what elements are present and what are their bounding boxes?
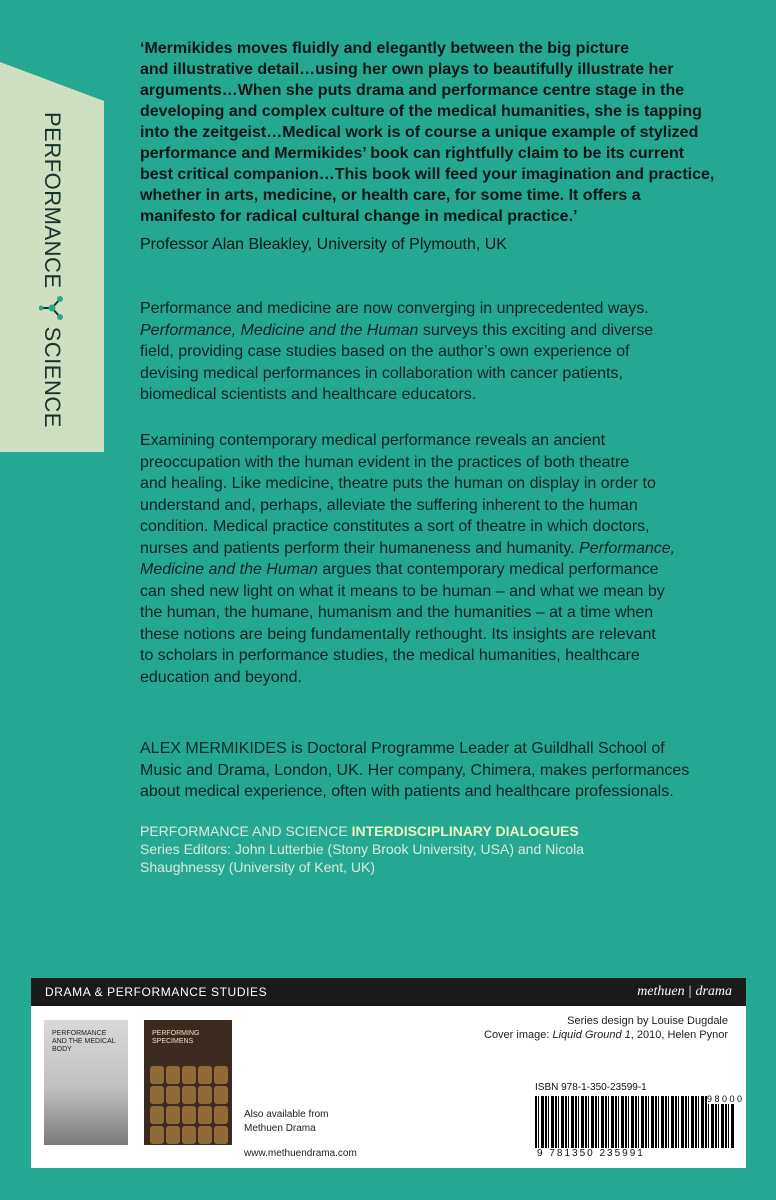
category-label: DRAMA & PERFORMANCE STUDIES <box>45 985 268 999</box>
related-book-title-1: PERFORMANCE AND THE MEDICAL BODY <box>52 1030 116 1053</box>
quote-line: developing and complex culture of the medical humanities, she is tapping <box>140 103 702 120</box>
quote-line: whether in arts, medicine, or health care, for some time. It offers a <box>140 187 641 204</box>
isbn-barcode <box>535 1096 735 1148</box>
sidebar-word-performance: PERFORMANCE <box>40 112 65 289</box>
barcode-digits: 9 781350 235991 <box>537 1148 645 1159</box>
specimen-jar <box>214 1106 228 1124</box>
desc-1-line: Performance and medicine are now converging in unprecedented ways. <box>140 300 649 317</box>
also-available: Also available from Methuen Drama <box>244 1109 329 1134</box>
series-editors-2: Shaughnessy (University of Kent, UK) <box>140 859 375 875</box>
quote-attribution: Professor Alan Bleakley, University of Plymouth, UK <box>140 236 507 253</box>
quote-line: arguments…When she puts drama and performance centre stage in the <box>140 82 685 99</box>
desc-1-line: Performance, Medicine and the Human surveys this exciting and diverse <box>140 321 654 339</box>
specimen-jar <box>198 1086 212 1104</box>
price-code: 9 8 0 0 0 <box>707 1094 743 1104</box>
specimen-jar <box>182 1126 196 1144</box>
desc-2-line: education and beyond. <box>140 668 302 686</box>
author-bio <box>140 738 760 803</box>
quote-line: best critical companion…This book will feed your imagination and practice, <box>140 166 715 183</box>
desc-2-line: and healing. Like medicine, theatre puts the human on display in order to <box>140 475 656 492</box>
specimen-jar <box>214 1066 228 1084</box>
specimen-jar <box>150 1126 164 1144</box>
quote-line: ‘Mermikides moves fluidly and elegantly between the big picture <box>140 40 630 57</box>
publisher-panel <box>31 978 746 1168</box>
series-name-bold: INTERDISCIPLINARY DIALOGUES <box>351 823 579 839</box>
related-book-title-2: PERFORMING SPECIMENS <box>152 1030 200 1045</box>
desc-2-line: these notions are being fundamentally rethought. Its insights are relevant <box>140 625 656 643</box>
description-paragraph-1 <box>140 298 760 406</box>
specimen-jar <box>150 1086 164 1104</box>
publisher-logo: methuen | drama <box>637 984 732 999</box>
desc-2-line: the human, the humane, humanism and the humanities – at a time when <box>140 604 654 621</box>
molecule-icon <box>39 295 65 321</box>
cover-credits <box>484 1014 728 1042</box>
desc-2-line: nurses and patients perform their humaneness and humanity. Performance, <box>140 539 676 557</box>
desc-2-line: Examining contemporary medical performance reveals an ancient <box>140 432 606 449</box>
specimen-jar <box>214 1086 228 1104</box>
sidebar-word-science: SCIENCE <box>40 326 65 428</box>
specimen-jar <box>182 1066 196 1084</box>
author-line: Music and Drama, London, UK. Her company, Chimera, makes performances <box>140 761 690 779</box>
specimen-jar <box>150 1106 164 1124</box>
desc-2-line: Medicine and the Human argues that contemporary medical performance <box>140 561 659 578</box>
specimen-jar <box>198 1126 212 1144</box>
author-line: about medical experience, often with patients and healthcare professionals. <box>140 783 674 800</box>
specimen-jar <box>182 1086 196 1104</box>
specimen-jar <box>166 1106 180 1124</box>
desc-2-line: preoccupation with the human evident in the practices of both theatre <box>140 453 630 471</box>
author-name: ALEX MERMIKIDES <box>140 740 287 757</box>
specimen-jar <box>198 1066 212 1084</box>
desc-1-line: biomedical scientists and healthcare educators. <box>140 386 477 403</box>
desc-2-line: to scholars in performance studies, the medical humanities, healthcare <box>140 647 640 664</box>
category-bar <box>31 978 746 1006</box>
review-quote <box>140 38 750 227</box>
desc-2-line: can shed new light on what it means to be human – and what we mean by <box>140 582 665 600</box>
quote-line: performance and Mermikides’ book can rightfully claim to be its current <box>140 145 685 162</box>
specimen-jar <box>166 1086 180 1104</box>
related-book-cover-1[interactable] <box>44 1020 128 1145</box>
series-editors-1: Series Editors: John Lutterbie (Stony Brook University, USA) and Nicola <box>140 841 585 857</box>
specimen-jar <box>182 1106 196 1124</box>
specimen-jar <box>214 1126 228 1144</box>
desc-2-line: condition. Medical practice constitutes a sort of theatre in which doctors, <box>140 518 650 535</box>
quote-line: manifesto for radical cultural change in medical practice.’ <box>140 208 578 225</box>
desc-1-line: devising medical performances in collaboration with cancer patients, <box>140 364 623 382</box>
specimen-jar <box>198 1106 212 1124</box>
series-name: PERFORMANCE AND SCIENCE <box>140 823 352 839</box>
related-book-cover-2[interactable] <box>144 1020 232 1145</box>
specimen-jar <box>166 1066 180 1084</box>
cover-image-credit: Cover image: Liquid Ground 1, 2010, Helen Pynor <box>484 1029 728 1041</box>
isbn-label: ISBN 978-1-350-23599-1 <box>535 1082 647 1093</box>
description-paragraph-2 <box>140 430 760 688</box>
author-line: ALEX MERMIKIDES is Doctoral Programme Leader at Guildhall School of <box>140 740 665 757</box>
desc-1-line: field, providing case studies based on the author’s own experience of <box>140 343 630 360</box>
specimen-jar <box>150 1066 164 1084</box>
publisher-url[interactable]: www.methuendrama.com <box>244 1148 357 1159</box>
series-sidebar-label <box>32 112 72 442</box>
series-info <box>140 822 740 876</box>
desc-2-line: understand and, perhaps, alleviate the suffering inherent to the human <box>140 496 638 514</box>
quote-line: and illustrative detail…using her own plays to beautifully illustrate her <box>140 61 674 78</box>
quote-line: into the zeitgeist…Medical work is of course a unique example of stylized <box>140 124 699 141</box>
specimen-jar <box>166 1126 180 1144</box>
series-design-credit: Series design by Louise Dugdale <box>567 1015 728 1027</box>
